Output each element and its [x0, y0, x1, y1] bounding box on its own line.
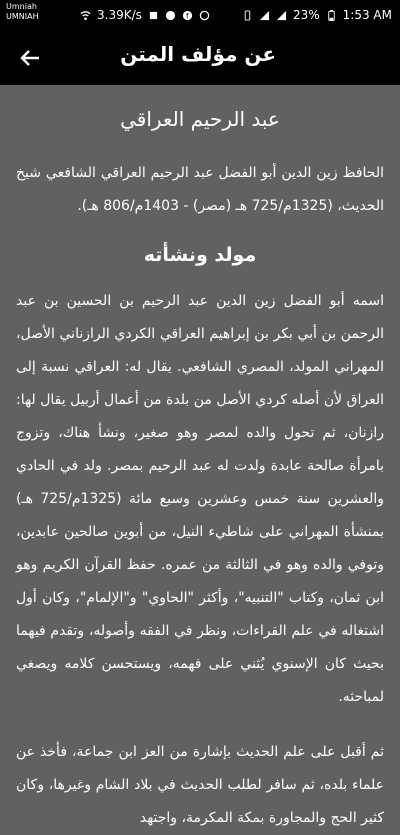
- article-content[interactable]: [0, 85, 400, 826]
- clock: 1:53 AM: [342, 8, 392, 22]
- battery-percent: 23%: [293, 8, 320, 22]
- status-right: [242, 8, 392, 22]
- carrier-1-label: Umniah: [6, 2, 37, 11]
- carrier-info: [6, 2, 39, 22]
- status-bar: [0, 0, 400, 30]
- battery-icon: [326, 10, 337, 21]
- app-bar: [0, 30, 400, 85]
- paragraph-2: ثم أقبل على علم الحديث بإشارة من العز ابن جماعة، فأخذ عن علماء بلده، ثم سافر لطلب الحديث في بلاد الشام وغيرها، وكان كثير الحج والمجاورة بمكة المكرمة، واجتهد: [16, 744, 384, 826]
- notification-icon: [148, 10, 159, 21]
- intro-paragraph: الحافظ زين الدين أبو الفضل عبد الرحيم العراقي الشافعي شيخ الحديث، (1325م/725 هـ (مصر) - 1403م/806 هـ).: [16, 165, 384, 214]
- page-title: عن مؤلف المتن: [120, 42, 276, 66]
- network-speed: 3.39K/s: [97, 8, 142, 22]
- wifi-icon: [80, 10, 91, 21]
- vibrate-icon: [242, 10, 253, 21]
- author-name: عبد الرحيم العراقي: [120, 107, 280, 131]
- status-left: [80, 8, 210, 22]
- svg-text:f: f: [185, 10, 189, 20]
- signal-icon: [259, 10, 270, 21]
- messenger-icon: [165, 10, 176, 21]
- paragraph-1: اسمه أبو الفضل زين الدين عبد الرحيم بن الحسين بن عبد الرحمن بن أبي بكر بن إبراهيم العراقي الكردي الرازناني الأصل، المهراني المولد، المصري الشافعي. يقال له: العراقي نسبة إلى العراق لأن أصله كردي الأصل من بلدة من أعمال أربيل يقال لها: رازنان، ثم تحول والده لمصر وهو صغير، ونشأ هناك، وتزوج بامرأة صالحة عابدة ولدت له عبد الرحيم بمصر. ولد في الحادي والعشرين سنة خمس وعشرين وسبع مائة (1325م/725 هـ) بمنشأة المهراني على شاطيء النيل، من أبوين صالحين عابدين، وتوفي والده وهو في الثالثة من عمره. حفظ القرآن الكريم وهو ابن ثمان، وكتاب "التنبيه"، وأكثر "الحاوي" و"الإلمام"، وكان أول اشتغاله في علم القراءات، ونظر في الفقه وأصوله، وتقدم فيهما بحيث كان الإسنوي يُثني على فهمه، ويستحسن كلامه ويصغي لمباحثه.: [16, 293, 384, 705]
- signal-2-icon: [276, 10, 287, 21]
- carrier-2-label: UMNIAH: [6, 12, 39, 21]
- facebook-icon: [182, 10, 193, 21]
- back-button[interactable]: [16, 44, 44, 72]
- section-heading: مولد ونشأته: [143, 244, 257, 266]
- arrow-left-icon: [19, 47, 41, 69]
- sync-icon: [199, 10, 210, 21]
